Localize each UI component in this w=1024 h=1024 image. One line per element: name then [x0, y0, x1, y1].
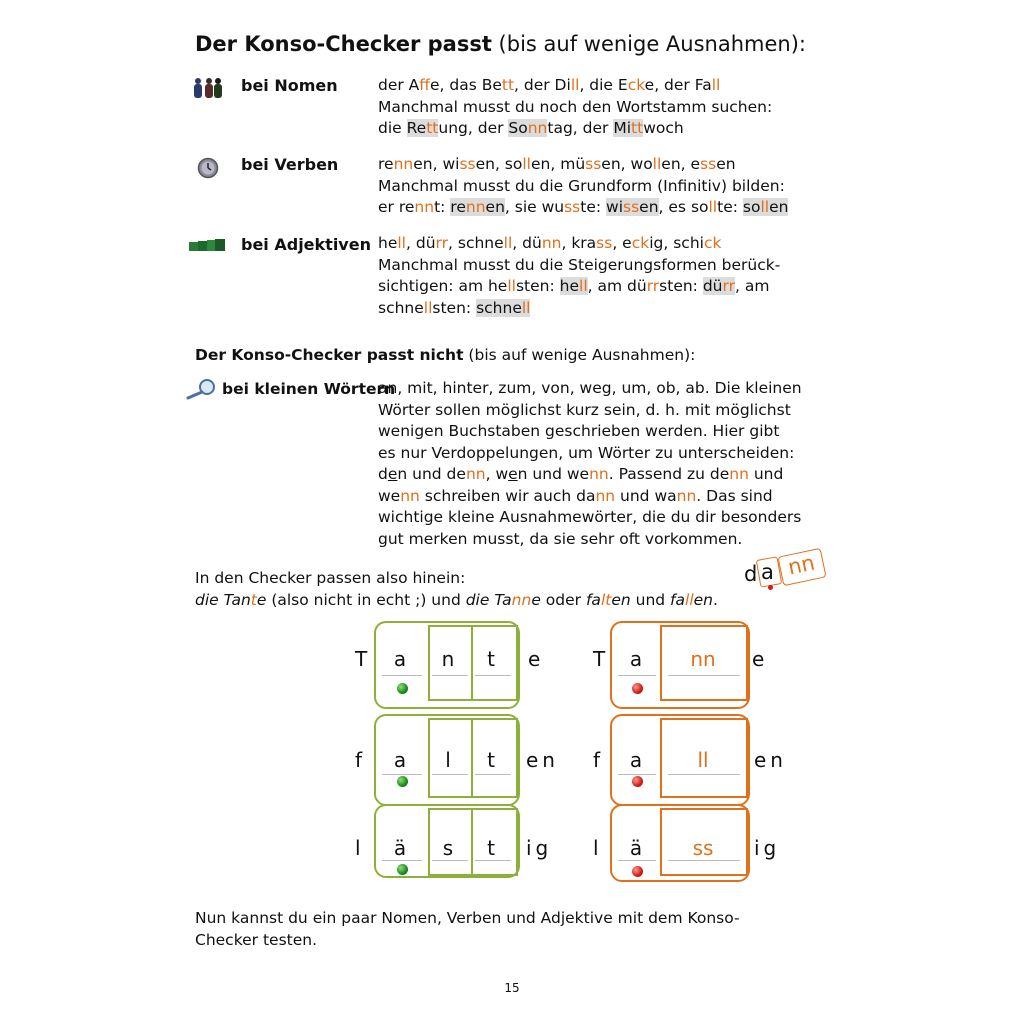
outro-line-1: Nun kannst du ein paar Nomen, Verben und Adjektive mit dem Konso- — [195, 909, 740, 927]
verben-examples: rennen, wissen, sollen, müssen, wollen, essen — [378, 155, 736, 173]
green-dot — [397, 776, 408, 787]
intro-line-1: In den Checker passen also hinein: — [195, 569, 466, 587]
verben-hint: Manchmal musst du die Grundform (Infinitiv) bilden: — [378, 176, 785, 195]
red-dot — [632, 866, 643, 877]
section-body-adjektive — [378, 233, 823, 319]
outro — [195, 908, 740, 951]
checker-tanne: T a nn e — [590, 621, 780, 709]
section-label-kleine: bei kleinen Wörtern — [222, 380, 396, 398]
stamp-nn: nn — [785, 550, 817, 580]
adjektive-forms-2: schnellsten: schnell — [378, 298, 531, 317]
checker-laessig: l ä ss ig — [590, 804, 795, 892]
verben-forms: er rennt: rennen, sie wusste: wissen, es sollte: sollen — [378, 198, 789, 216]
nomen-examples: der Affe, das Bett, der Dill, die Ecke, der Fall — [378, 76, 721, 94]
green-dot — [397, 683, 408, 694]
page-number: 15 — [504, 981, 520, 995]
kleine-line-6: wenn schreiben wir auch dann und wann. Das sind — [378, 486, 773, 505]
checker-laestig: l ä s t ig — [352, 804, 567, 892]
stamp-d: d — [744, 562, 758, 586]
section-body-verben — [378, 154, 823, 219]
figures-icon — [192, 77, 224, 99]
section-label-verben: bei Verben — [241, 155, 339, 174]
stamp-a: a — [761, 560, 774, 584]
checker-fallen: f a ll en — [590, 714, 795, 802]
nomen-stems: die Rettung, der Sonntag, der Mittwoch — [378, 119, 684, 137]
adjektive-hint: Manchmal musst du die Steigerungsformen berück- — [378, 255, 781, 274]
clock-icon — [197, 157, 219, 179]
adjektive-examples: hell, dürr, schnell, dünn, krass, eckig, schick — [378, 234, 722, 252]
intro-line-2: die Tante (also nicht in echt ;) und die Tanne oder falten und fallen. — [195, 590, 718, 609]
outro-line-2: Checker testen. — [195, 930, 318, 949]
dann-stamp — [744, 552, 828, 588]
adjektive-forms-1: sichtigen: am hellsten: hell, am dürrsten: dürr, am — [378, 277, 770, 295]
kleine-line-1: an, mit, hinter, zum, von, weg, um, ob, ab. Die kleinen — [378, 379, 802, 397]
kleine-line-4: es nur Verdoppelungen, um Wörter zu unterscheiden: — [378, 443, 795, 462]
red-dot — [632, 776, 643, 787]
section-label-nomen: bei Nomen — [241, 76, 338, 95]
section-body-nomen — [378, 75, 823, 140]
blocks-icon — [189, 238, 225, 252]
section-label-adjektive: bei Adjektiven — [241, 235, 371, 254]
intro — [195, 568, 718, 611]
kleine-line-7: wichtige kleine Ausnahmewörter, die du dir besonders — [378, 508, 802, 526]
checker-falten: f a l t en — [352, 714, 567, 802]
section-body-kleine — [378, 378, 823, 550]
checker-tante: T a n t e — [352, 621, 552, 709]
green-dot — [397, 864, 408, 875]
kleine-line-5: den und denn, wen und wenn. Passend zu denn und — [378, 465, 784, 483]
page-title: Der Konso-Checker passt (bis auf wenige Ausnahmen): — [195, 32, 806, 56]
stamp-red-dot — [768, 585, 773, 590]
magnifier-icon — [185, 378, 217, 400]
red-dot — [632, 683, 643, 694]
kleine-line-8: gut merken musst, da sie sehr oft vorkommen. — [378, 529, 743, 548]
nomen-hint: Manchmal musst du noch den Wortstamm suchen: — [378, 97, 773, 116]
kleine-line-3: wenigen Buchstaben geschrieben werden. Hier gibt — [378, 422, 780, 440]
kleine-line-2: Wörter sollen möglichst kurz sein, d. h. mit möglichst — [378, 400, 791, 419]
subtitle: Der Konso-Checker passt nicht (bis auf wenige Ausnahmen): — [195, 346, 696, 364]
